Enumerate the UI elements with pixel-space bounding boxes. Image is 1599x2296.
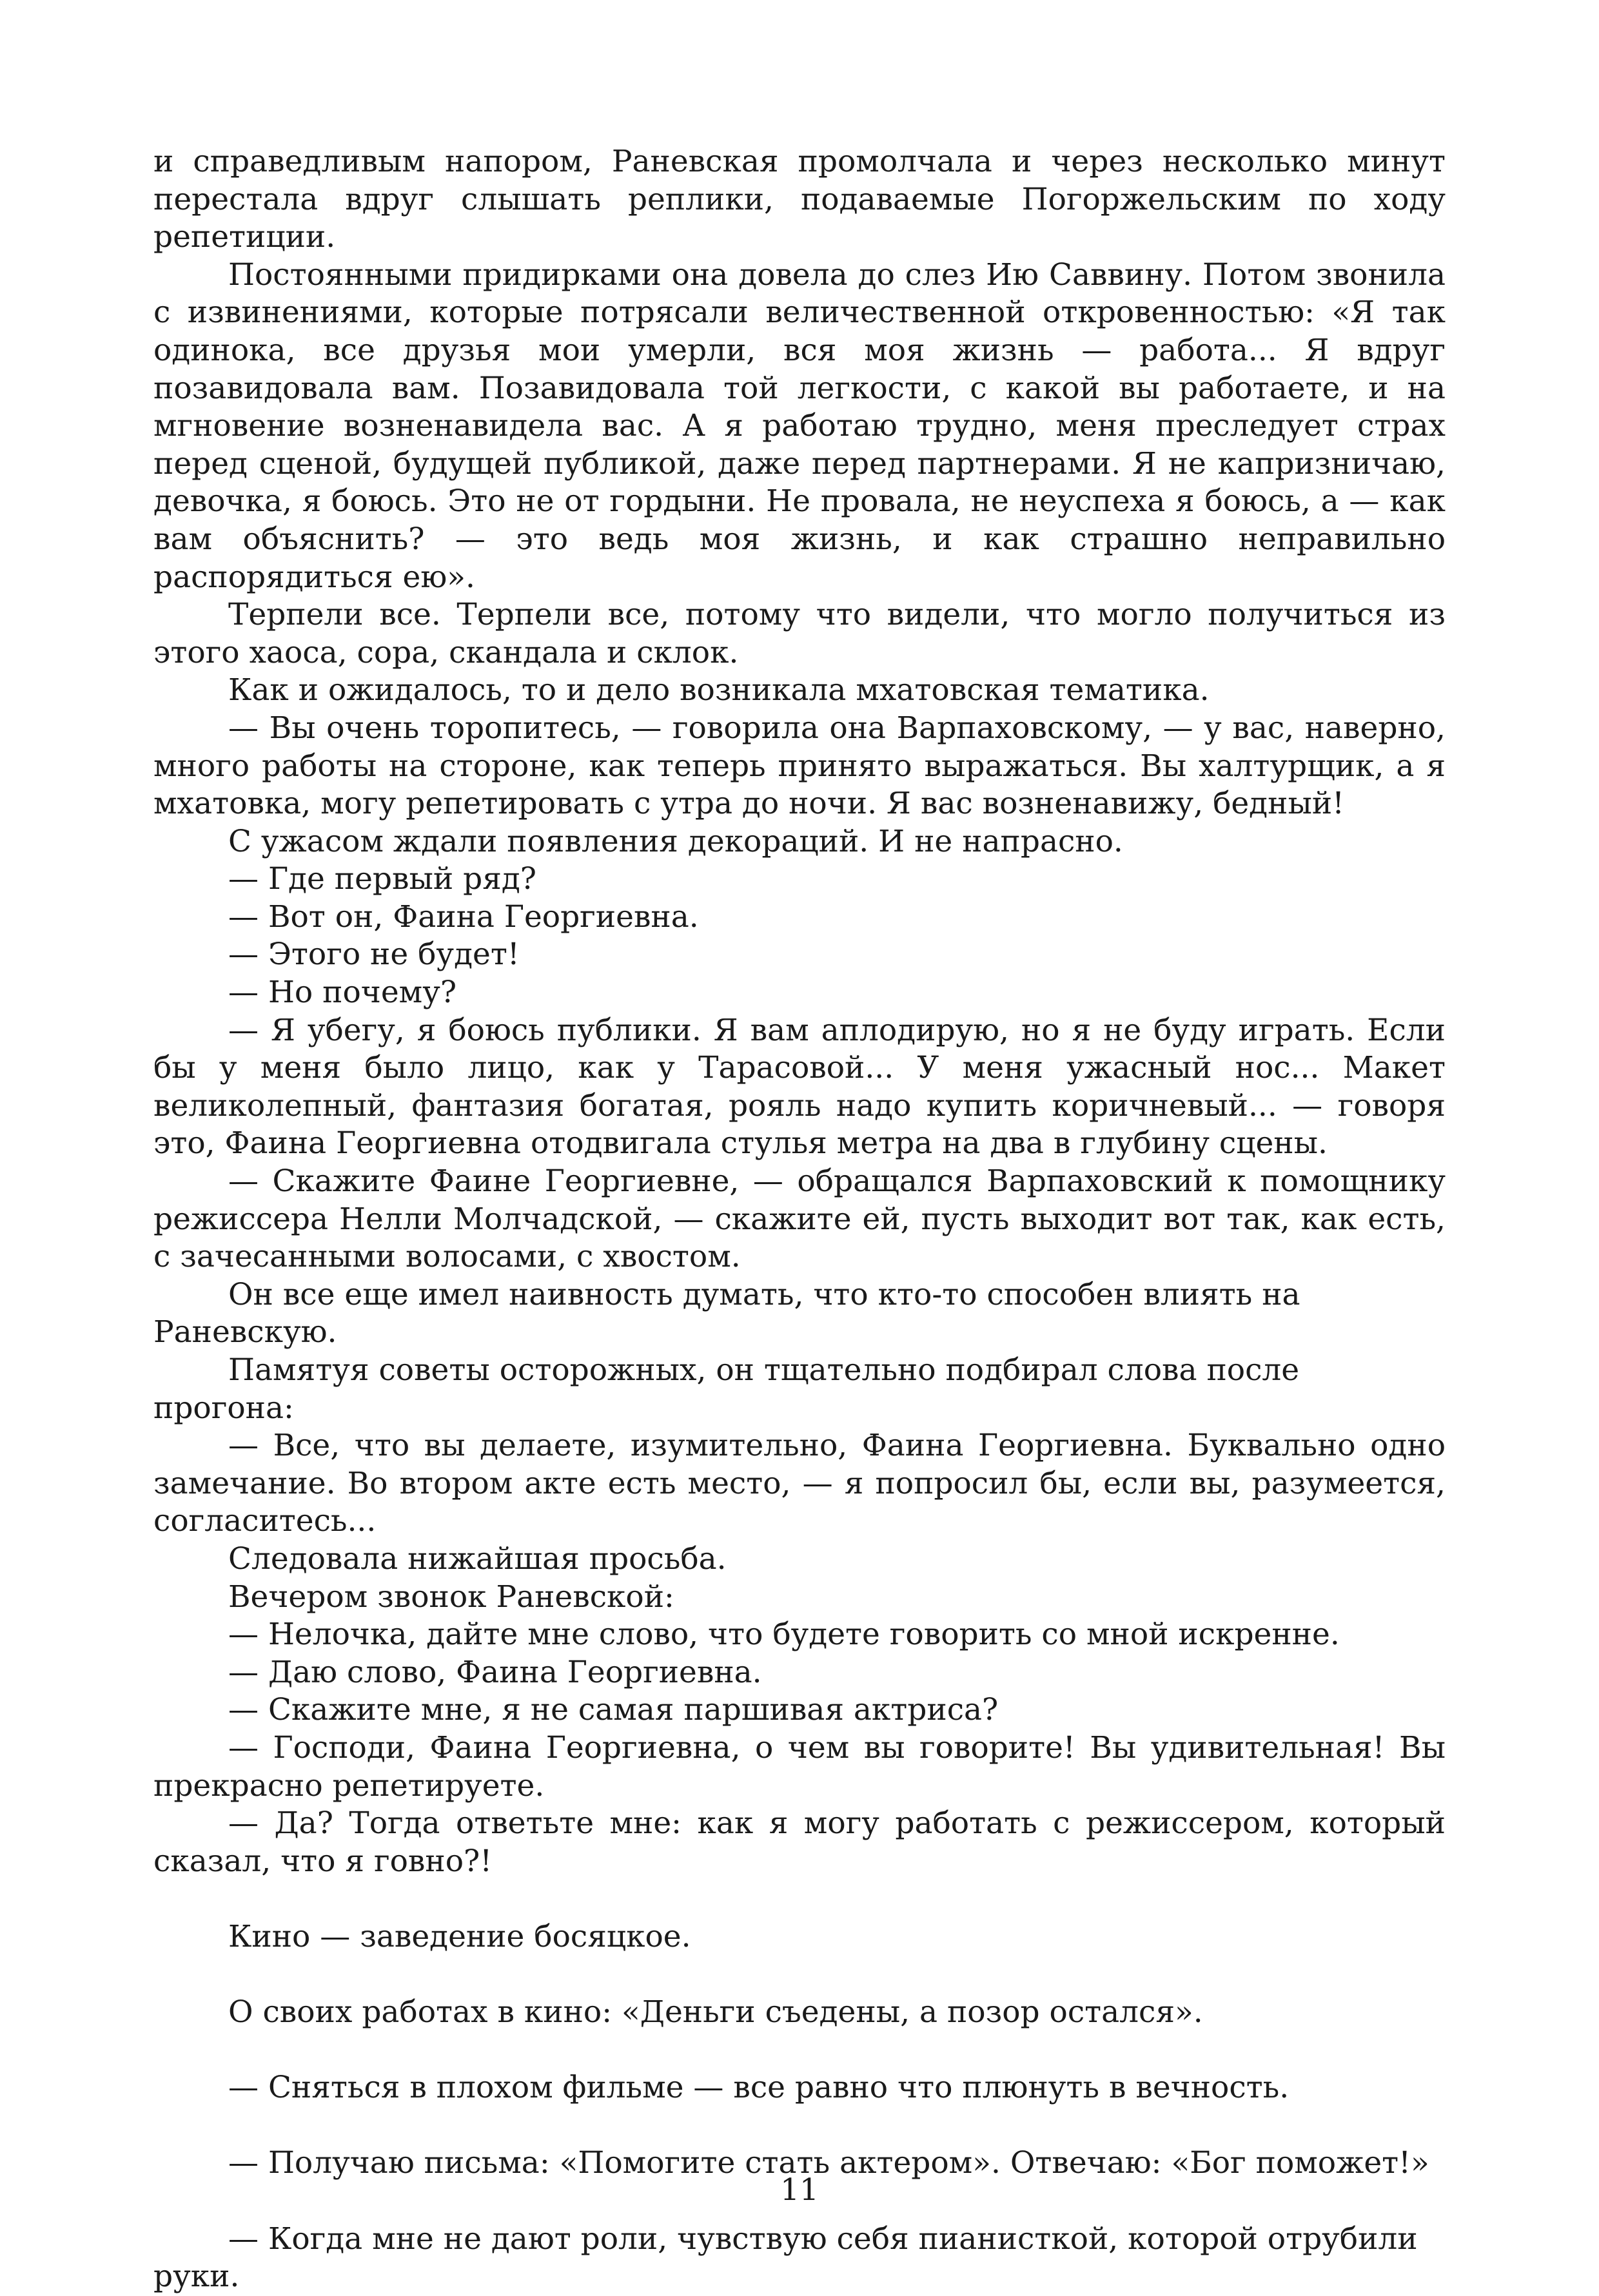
quote: — Получаю письма: «Помогите стать актером». Отвечаю: «Бог поможет!» xyxy=(228,2145,1429,2181)
paragraph: Терпели все. Терпели все, потому что видели, что могло получиться из этого хаоса, сора, скандала и склок. xyxy=(153,597,1446,670)
dialog-line: — Этого не будет! xyxy=(228,937,520,973)
quote: Кино — заведение босяцкое. xyxy=(228,1918,691,1954)
dialog-line: — Даю слово, Фаина Георгиевна. xyxy=(228,1654,762,1690)
body-text xyxy=(153,143,1446,2296)
quote: О своих работах в кино: «Деньги съедены, а позор остался». xyxy=(228,1994,1203,2030)
dialog-line: — Все, что вы делаете, изумительно, Фаина Георгиевна. Буквально одно замечание. Во втором акте есть место, — я попросил бы, если вы, разумеется, согласитесь... xyxy=(153,1428,1446,1539)
quote: — Когда мне не дают роли, чувствую себя пианисткой, которой отрубили руки. xyxy=(153,2221,1418,2295)
paragraph: С ужасом ждали появления декораций. И не напрасно. xyxy=(228,823,1123,859)
paragraph: Как и ожидалось, то и дело возникала мхатовская тематика. xyxy=(228,672,1210,708)
dialog-line: — Скажите Фаине Георгиевне, — обращался Варпаховский к помощнику режиссера Нелли Молчадской, — скажите ей, пусть выходит вот так, как есть, с зачесанными волосами, с хвостом. xyxy=(153,1163,1446,1275)
dialog-line: — Где первый ряд? xyxy=(228,861,536,897)
dialog-line: — Господи, Фаина Георгиевна, о чем вы говорите! Вы удивительная! Вы прекрасно репетируете. xyxy=(153,1729,1446,1804)
paragraph: Вечером звонок Раневской: xyxy=(228,1579,674,1615)
paragraph: — Вы очень торопитесь, — говорила она Варпаховскому, — у вас, наверно, много работы на стороне, как теперь принято выражаться. Вы халтурщик, а я мхатовка, могу репетировать с утра до ночи. Я вас возненавижу, бедный! xyxy=(153,710,1446,822)
paragraph: Он все еще имел наивность думать, что кто-то способен влиять на Раневскую. xyxy=(153,1276,1300,1350)
paragraph: Постоянными придирками она довела до слез Ию Саввину. Потом звонила с извинениями, которые потрясали величественной откровенностью: «Я так одинока, все друзья мои умерли, вся моя жизнь — работа... Я вдруг позавидовала вам. Позавидовала той легкости, с какой вы работаете, и на мгновение возненавидела вас. А я работаю трудно, меня преследует страх перед сценой, будущей публикой, даже перед партнерами. Я не капризничаю, девочка, я боюсь. Это не от гордыни. Не провала, не неуспеха я боюсь, а — как вам объяснить? — это ведь моя жизнь, и как страшно неправильно распорядиться ею». xyxy=(153,257,1446,595)
dialog-line: — Но почему? xyxy=(228,975,457,1011)
dialog-line: — Скажите мне, я не самая паршивая актриса? xyxy=(228,1692,999,1728)
dialog-line: — Я убегу, я боюсь публики. Я вам аплодирую, но я не буду играть. Если бы у меня было лицо, как у Тарасовой... У меня ужасный нос... Макет великолепный, фантазия богатая, рояль надо купить коричневый... — говоря это, Фаина Георгиевна отодвигала стулья метра на два в глубину сцены. xyxy=(153,1012,1446,1162)
dialog-line: — Нелочка, дайте мне слово, что будете говорить со мной искренне. xyxy=(228,1617,1340,1653)
paragraph: и справедливым напором, Раневская промолчала и через несколько минут перестала вдруг слышать реплики, подаваемые Погоржельским по ходу репетиции. xyxy=(153,144,1446,255)
paragraph: Следовала нижайшая просьба. xyxy=(228,1541,727,1577)
dialog-line: — Да? Тогда ответьте мне: как я могу работать с режиссером, который сказал, что я говно?! xyxy=(153,1805,1446,1879)
dialog-line: — Вот он, Фаина Георгиевна. xyxy=(228,899,699,935)
page-number: 11 xyxy=(780,2172,819,2208)
quote: — Сняться в плохом фильме — все равно что плюнуть в вечность. xyxy=(228,2070,1290,2106)
paragraph: Памятуя советы осторожных, он тщательно подбирал слова после прогона: xyxy=(153,1352,1300,1426)
